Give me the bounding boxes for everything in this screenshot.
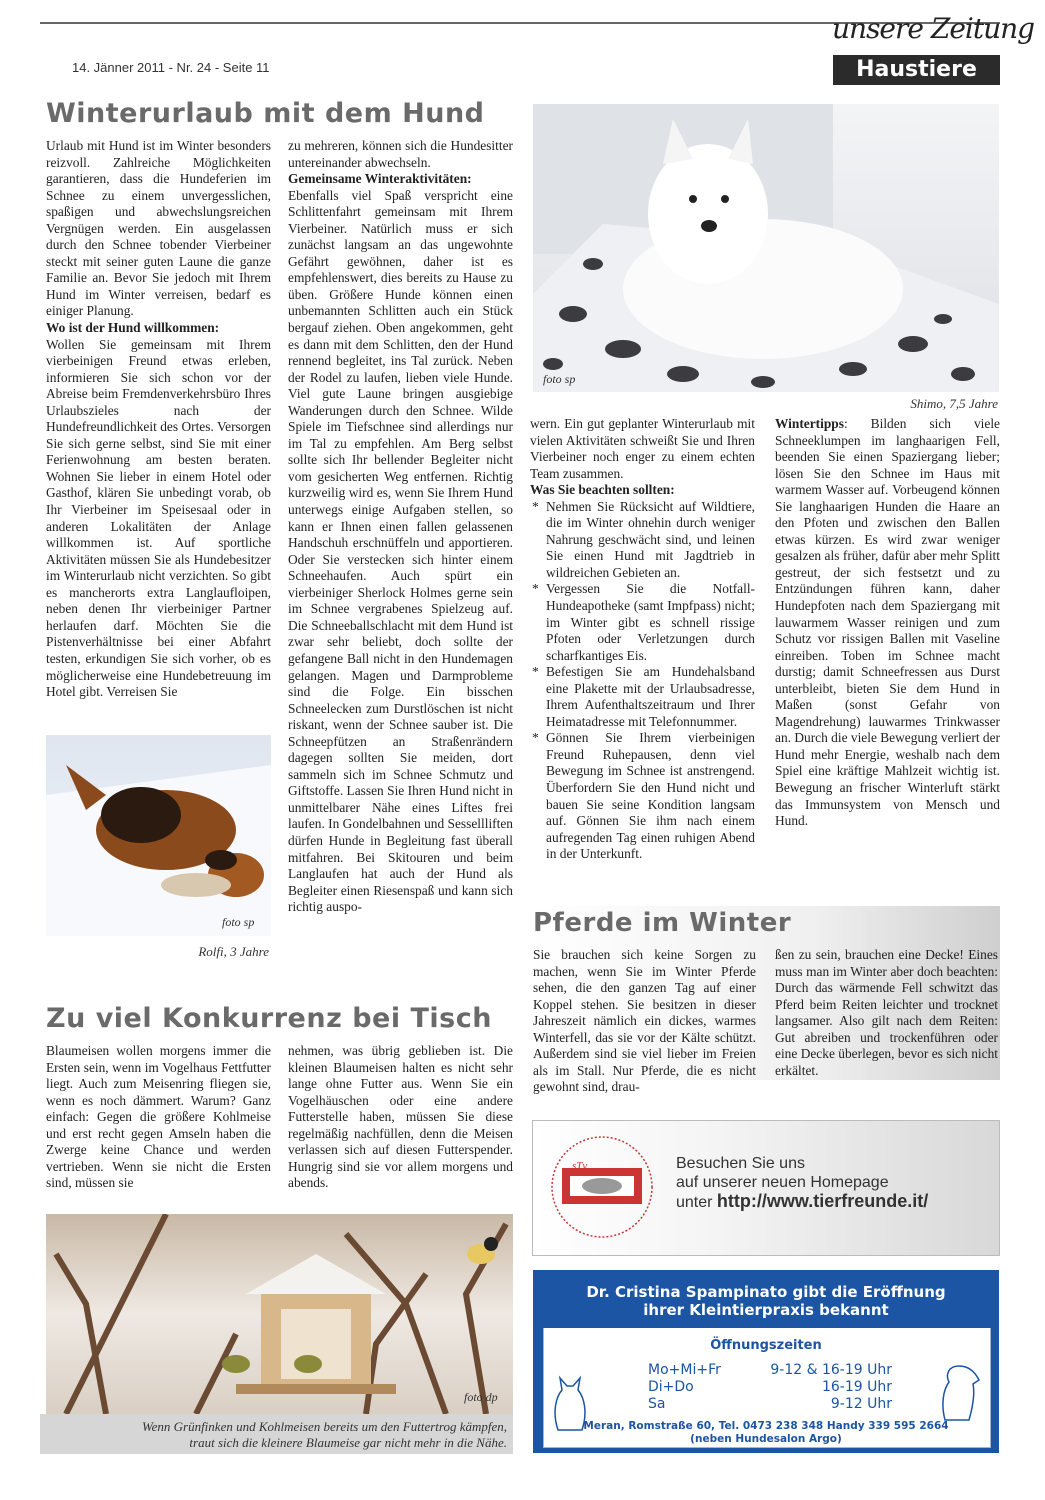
masthead-logo: unsere Zeitung xyxy=(832,12,1035,45)
hours-time: 16-19 Uhr xyxy=(821,1379,892,1395)
ad-line: unter xyxy=(676,1194,717,1211)
article2-paragraph: Sie brauchen sich keine Sorgen zu machen, wenn Sie im Winter Pferde sehen, die den ganzen Tag auf einer Koppel stehen. Sie besitzen in dieser Jahreszeit nämlich ein dickes, warmes Winterfell, das sie vor der Kälte schützt. Außerdem sind sie viel lieber im Freien als im Stall. Nur Pferde, die es nicht gewohnt sind, drau- xyxy=(533,947,756,1095)
tierfreunde-logo xyxy=(542,1128,662,1246)
hours-time: 9-12 Uhr xyxy=(830,1396,892,1412)
article1-column-3 xyxy=(530,416,755,863)
article2-paragraph: ßen zu sein, brauchen eine Decke! Eines muss man im Winter aber doch beachten: Durch das wärmende Fell schwitzt das Pferd beim Reiten leichter und trocknet langsamer. Also gilt nach dem Reiten: Gut abreiben und trockenführen oder eine Decke überlegen, bevor es sich nicht erkältet. xyxy=(775,947,998,1078)
article3-column-2 xyxy=(288,1043,513,1192)
article2-column-2 xyxy=(775,947,998,1079)
issue-date-line: 14. Jänner 2011 - Nr. 24 - Seite 11 xyxy=(72,60,270,75)
photo-credit: foto sp xyxy=(222,915,255,929)
hours-row xyxy=(648,1379,892,1396)
list-item: * Befestigen Sie am Hundehalsband eine Plakette mit der Urlaubsadresse, Ihrem Aufenthaltszeitraum und Ihrer Heimatadresse mit Telefonnummer. xyxy=(546,664,755,730)
article1-subheading: Gemeinsame Winteraktivitäten: xyxy=(288,171,472,187)
photo-caption-birds-line1: Wenn Grünfinken und Kohlmeisen bereits um den Futtertrog kämpfen, xyxy=(141,1419,507,1434)
article1-paragraph: Urlaub mit Hund ist im Winter besonders reizvoll. Zahlreiche Möglichkeiten garantieren, dass die Hundeferien im Schnee zu einem unvergesslichen, spaßigen und abwechslungsreichen Vergnügen werden. Ein ausgelassen durch den Schnee tobender Vierbeiner steckt mit seiner guten Laune die ganze Familie an. Bevor Sie jedoch mit Ihrem Hund im Winter verreisen, bedarf es einiger Planung. xyxy=(46,138,271,319)
article-title-konkurrenz: Zu viel Konkurrenz bei Tisch xyxy=(46,1003,492,1034)
ad-line: auf unserer neuen Homepage xyxy=(676,1174,889,1191)
hours-row xyxy=(648,1396,892,1413)
tierfreunde-url-link[interactable]: http://www.tierfreunde.it/ xyxy=(716,1191,929,1211)
opening-hours-title: Öffnungszeiten xyxy=(710,1338,822,1353)
article1-column-1 xyxy=(46,138,271,701)
logo-text: sTv xyxy=(572,1160,588,1172)
hours-row xyxy=(648,1362,892,1379)
photo-caption-rolfi: Rolfi, 3 Jahre xyxy=(198,944,269,959)
hours-days: Sa xyxy=(648,1396,666,1412)
article1-paragraph: wern. Ein gut geplanter Winterurlaub mit vielen Aktivitäten schweißt Sie und Ihren Vierbeiner noch enger zu einem echten Team zusammen. xyxy=(530,416,755,481)
address-line: (neben Hundesalon Argo) xyxy=(690,1433,842,1445)
hours-days: Mo+Mi+Fr xyxy=(648,1362,721,1378)
dog-rolfi-illustration xyxy=(46,735,271,936)
ad-praxis-address xyxy=(543,1420,989,1446)
list-item: * Nehmen Sie Rücksicht auf Wildtiere, die im Winter ohnehin durch weniger Nahrung geschwächt sind, und leinen Sie einen Hund mit Jagdtrieb in wildreichen Gebieten an. xyxy=(546,499,755,582)
ad-title-line: Dr. Cristina Spampinato gibt die Eröffnung xyxy=(586,1283,946,1301)
article1-subheading: Was Sie beachten sollten: xyxy=(530,482,675,498)
birds-feeder-illustration xyxy=(46,1214,513,1414)
ad-line: Besuchen Sie uns xyxy=(676,1155,805,1172)
article1-subheading: Wo ist der Hund willkommen: xyxy=(46,320,220,336)
article1-subheading: Wintertipps xyxy=(775,416,844,431)
article1-paragraph: : Bilden sich viele Schneeklumpen im langhaarigen Fell, beenden Sie einen Spaziergang lieber; lösen Sie den Schnee im Haus mit warmem Wasser auf. Vorbeugend können Sie langhaarigen Hunden die Haare an den Pfoten und zwischen den Ballen etwas kürzen. Es wird zwar weniger gesalzen als früher, dafür aber mehr Splitt gestreut, der sich festsetzt und zu Entzündungen führen kann, daher Hundepfoten nach dem Spaziergang mit lauwarmem Wasser reinigen und zum Schutz vor rissigen Ballen mit Vaseline einreiben. Toben im Schnee macht durstig; damit Schneefressen aus Durst unterbleibt, bieten Sie dem Hund in Maßen (sonst Gefahr von Magendrehung) lauwarmes Trinkwasser an. Durch die viele Bewegung verliert der Hund mehr Energie, weshalb nach dem Spiel eine kräftige Mahlzeit wichtig ist. Bewegung an frischer Winterluft stärkt das Immunsystem von Mensch und Hund. xyxy=(775,416,1000,829)
ad-title-line: ihrer Kleintierpraxis bekannt xyxy=(643,1301,889,1319)
paw-logo-icon xyxy=(542,1128,662,1246)
article3-column-1 xyxy=(46,1043,271,1192)
photo-caption-shimo: Shimo, 7,5 Jahre xyxy=(910,396,998,411)
hours-time: 9-12 & 16-19 Uhr xyxy=(770,1362,892,1378)
article3-paragraph: Blaumeisen wollen morgens immer die Ersten sein, wenn im Vogelhaus Fettfutter liegt. Auch zum Meisenring fliegen sie, wenn es noch dämmert. Warum? Ganz einfach: Gegen die größere Kohlmeise und erst recht gegen Amseln haben die Zwerge keine Chance und werden vertrieben. Wenn sie nicht die Ersten sind, müssen sie xyxy=(46,1043,271,1191)
dog-shimo-illustration xyxy=(533,104,999,392)
photo-caption-birds-line2: traut sich die kleinere Blaumeise gar nicht mehr in die Nähe. xyxy=(189,1435,507,1450)
article3-paragraph: nehmen, was übrig geblieben ist. Die kleinen Blaumeisen halten es nicht sehr lange ohne Futter aus. Wenn Sie ein Vogelhäuschen oder eine andere Futterstelle haben, müssen Sie diese regelmäßig nachfüllen, denn die Meisen verlassen sich auf diesen Futterspender. Hungrig sind sie vor allem morgens und abends. xyxy=(288,1043,513,1191)
article1-column-4 xyxy=(775,416,1000,830)
list-item: * Gönnen Sie Ihrem vierbeinigen Freund Ruhepausen, denn viel Bewegung im Schnee ist anstrengend. Überfordern Sie den Hund nicht und bauen Sie seine Kondition langsam auf. Gönnen Sie ihm nach einem aufregenden Tag einen ruhigen Abend in der Unterkunft. xyxy=(546,730,755,862)
photo-credit: foto sp xyxy=(543,372,576,386)
section-title: Haustiere xyxy=(833,55,1000,85)
photo-birds xyxy=(46,1214,513,1414)
article1-paragraph: Ebenfalls viel Spaß verspricht eine Schlittenfahrt gemeinsam mit Ihrem Vierbeiner. Natürlich muss er sich zunächst langsam an das ungewohnte Gefährt gewöhnen, daher ist es empfehlenswert, dies bereits zu Hause zu üben. Größere Hunde können einen unbemannten Schlitten auch ein Stück bergauf ziehen. Oben angekommen, geht es dann mit dem Schlitten, den der Hund rennend begleitet, ins Tal zurück. Neben der Rodel zu laufen, lieben viele Hunde. Viel gute Laune bringen ausgiebige Wanderungen durch den Schnee. Wilde Spiele im Tiefschnee sind allerdings nur im Tal zu empfehlen. Am Berg selbst sollte sich Ihr bellender Begleiter nicht vom gesicherten Weg entfernen. Richtig kurzweilig wird es, wenn Sie Ihrem Hund unterwegs einige Aufgaben stellen, so kann er Ihnen einen fallen gelassenen Handschuh erschnüffeln und apportieren. Oder Sie verstecken sich hinter einem Schneehaufen. Auch spürt ein vierbeiniger Sherlock Holmes gerne sein im Schnee vergrabenes Spielzeug auf. Die Schneeballschlacht mit dem Hund ist zwar sehr beliebt, doch sollte der gefangene Ball nicht in den Hundemagen gelangen. Magen und Darmprobleme sind die Folge. Ein bisschen Schneelecken zum Durstlöschen ist nicht riskant, wenn der Schnee sauber ist. Die Schneepfützen an Straßenrändern dagegen sollten Sie meiden, dort sammeln sich im Schnee Schmutz und Giftstoffe. Lassen Sie Ihren Hund nicht in unmittelbarer Nähe eines Liftes frei laufen. In Gondelbahnen und Sessellliften dürfen Hunde in Begleitung fast überall mitfahren. Bei Skitouren und beim Langlaufen hat auch der Hund als Begleiter einen Riesenspaß und kann sich richtig auspo- xyxy=(288,187,513,915)
ad-praxis-title xyxy=(543,1283,989,1319)
article-title-pferde: Pferde im Winter xyxy=(533,908,792,938)
ad-tierfreunde-text xyxy=(676,1154,928,1212)
article2-column-1 xyxy=(533,947,756,1096)
address-line: Meran, Romstraße 60, Tel. 0473 238 348 Handy 339 595 2664 xyxy=(583,1420,949,1432)
list-item: * Vergessen Sie die Notfall-Hundeapotheke (samt Impfpass) nicht; im Winter gibt es schnell rissige Pfoten oder Verletzungen durch scharfkantiges Eis. xyxy=(546,581,755,664)
article1-paragraph: zu mehreren, können sich die Hundesitter untereinander abwechseln. xyxy=(288,138,513,170)
article-title-winterurlaub: Winterurlaub mit dem Hund xyxy=(46,98,485,129)
hours-days: Di+Do xyxy=(648,1379,694,1395)
article1-column-2 xyxy=(288,138,513,916)
caption-bar xyxy=(40,1414,513,1454)
photo-rolfi xyxy=(46,735,271,936)
photo-credit: foto dp xyxy=(464,1390,498,1404)
opening-hours-table xyxy=(648,1362,892,1413)
tips-list xyxy=(530,499,755,863)
article1-paragraph: Wollen Sie gemeinsam mit Ihrem vierbeinigen Freund etwas erleben, informieren Sie sich schon vor der Abreise beim Fremdenverkehrsbüro Ihres Urlaubszieles nach der Hundefreundlichkeit des Ortes. Versorgen Sie sich gerne selbst, sind Sie mit einer Ferienwohnung am besten beraten. Wohnen Sie lieber in einem Hotel oder Gasthof, klären Sie unbedingt vorab, ob Ihr Vierbeiner im Speisesaal oder in anderen Lokalitäten der Anlage willkommen ist. Auf sportliche Aktivitäten müssen Sie als Hundebesitzer im Winterurlaub nicht verzichten. So gibt es mancherorts extra Langlaufloipen, neben denen Ihr vierbeiniger Partner herlaufen darf. Möchten Sie die Pistenverhältnisse bei einer Abfahrt testen, erkundigen Sie sich vorher, ob es möglicherweise eine Hundebetreuung im Hotel gibt. Verreisen Sie xyxy=(46,336,271,700)
photo-shimo xyxy=(533,104,999,392)
